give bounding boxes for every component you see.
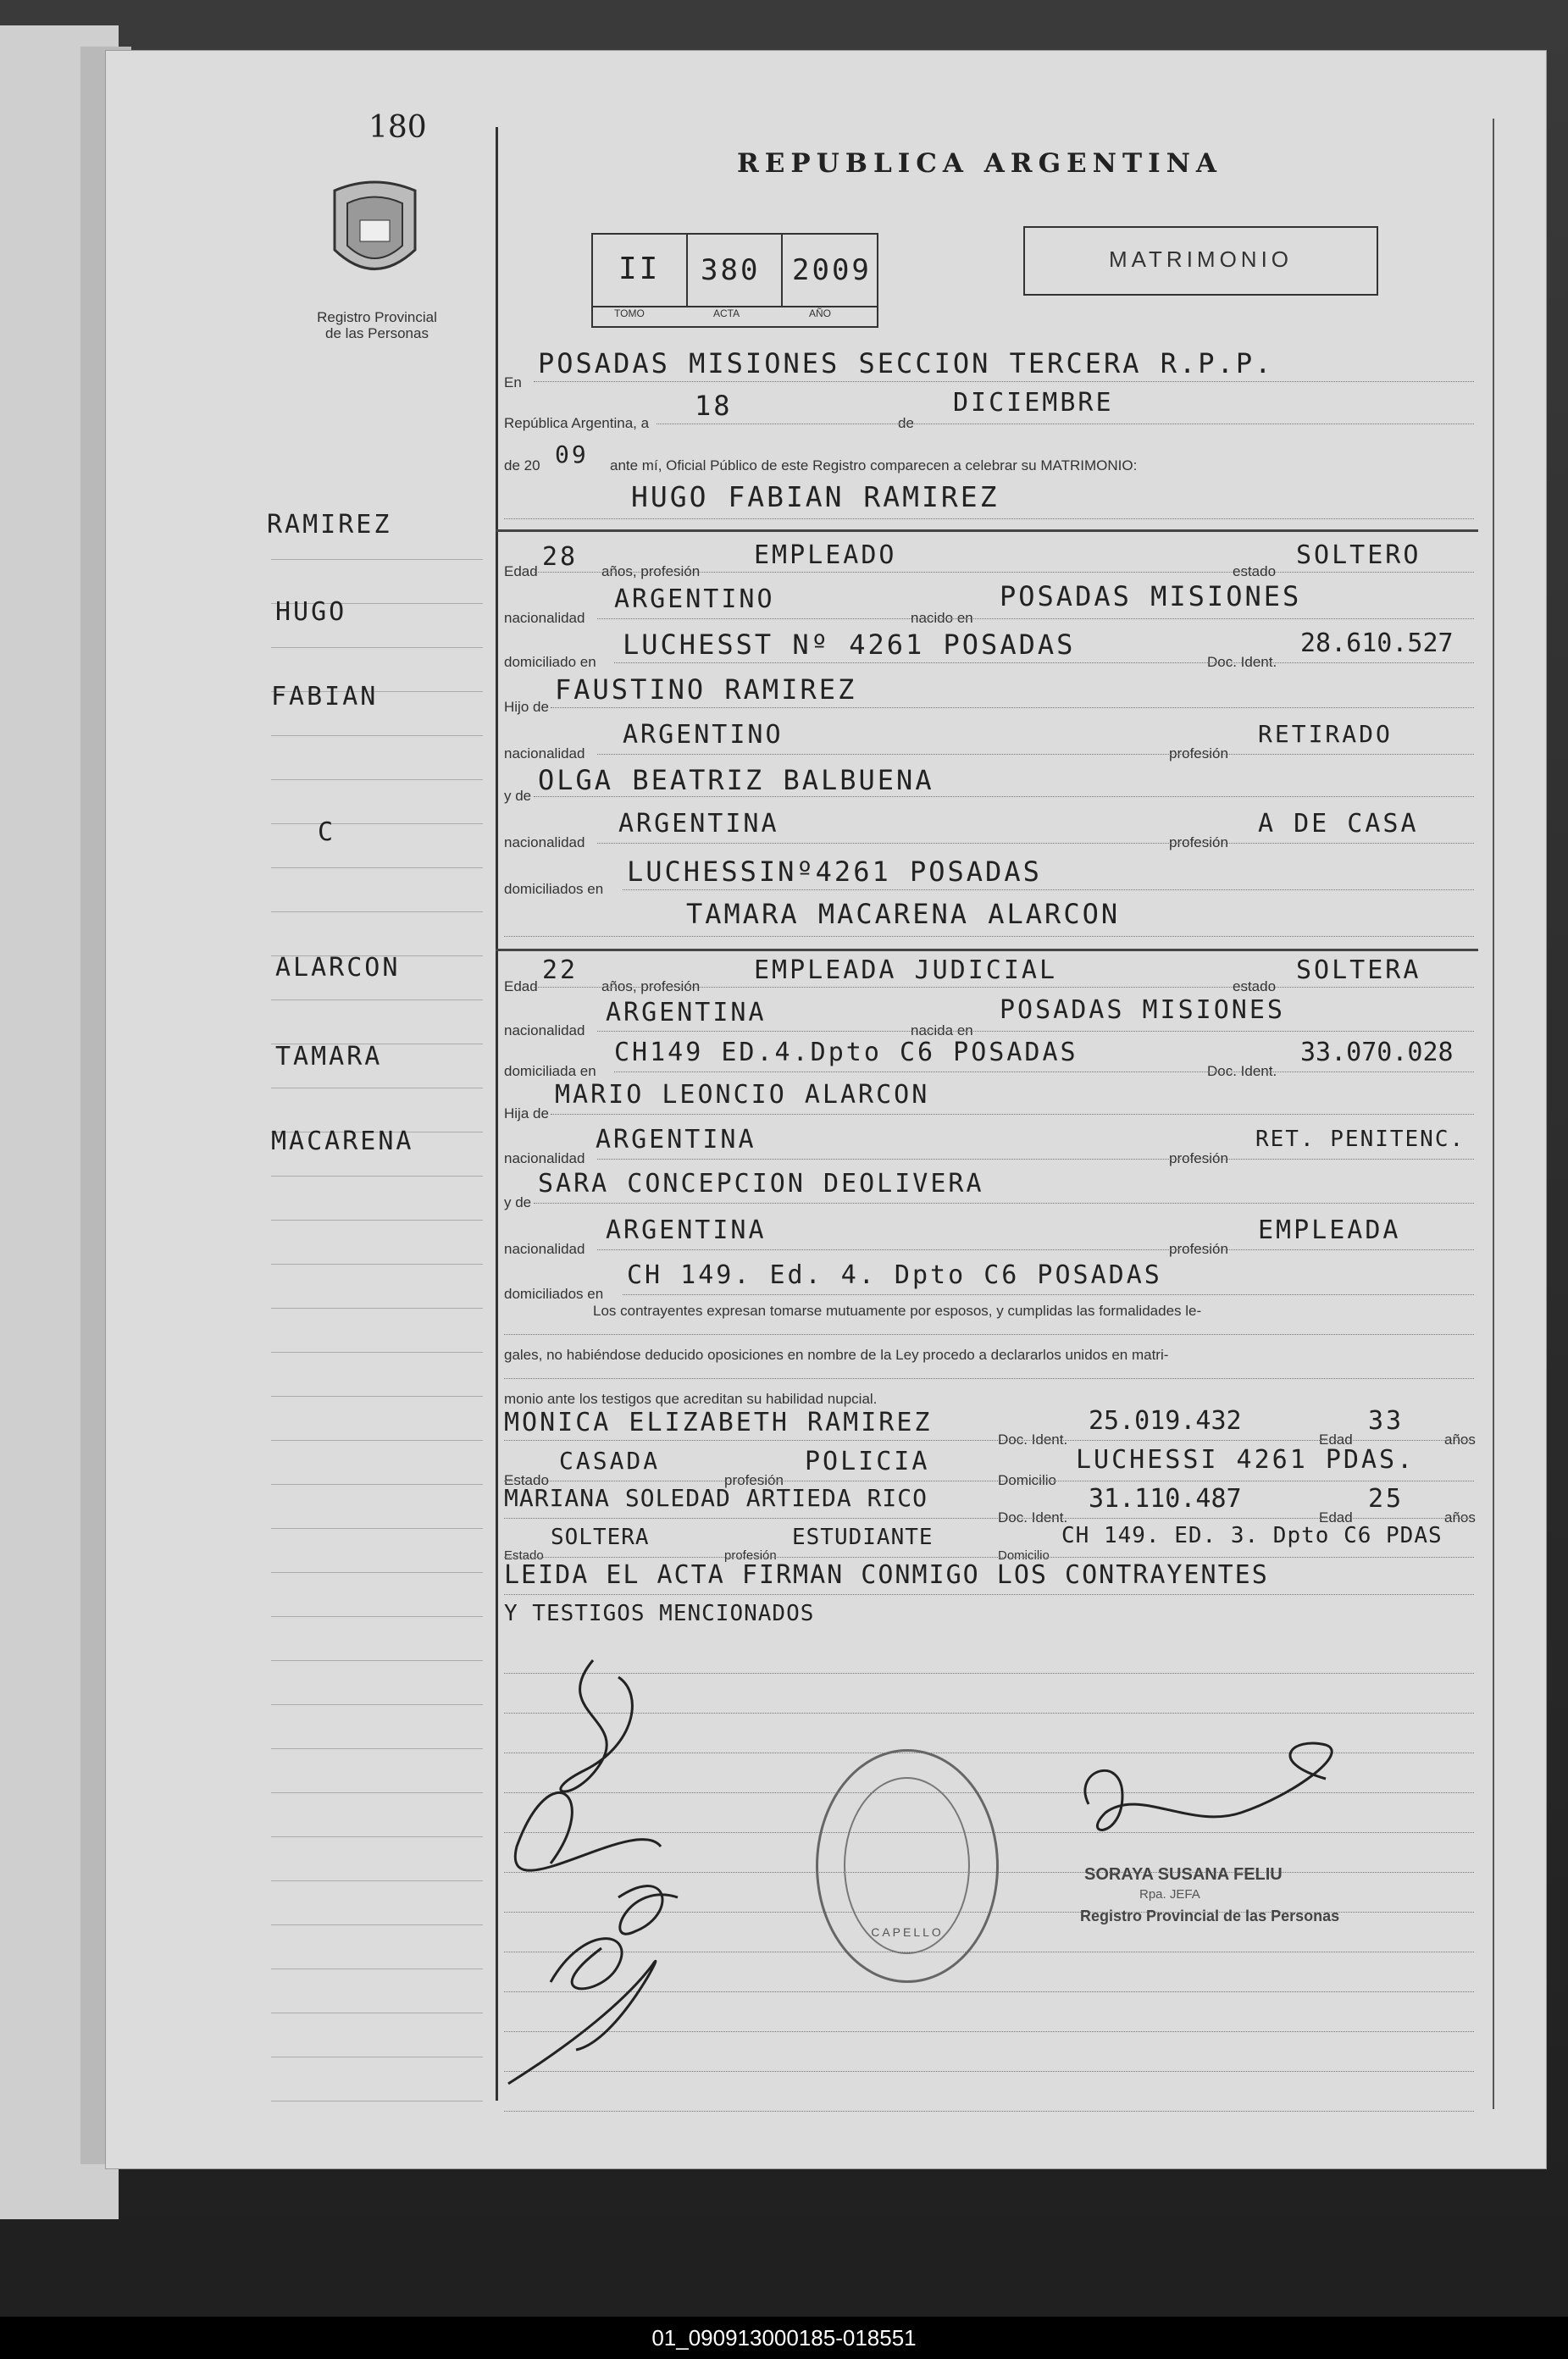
scan-footer-id: 01_090913000185-018551: [0, 2317, 1568, 2359]
groom-doc: 28.610.527: [1300, 629, 1454, 658]
groom-nac-label: nacionalidad: [504, 610, 585, 626]
witness2-edad: 25: [1368, 1484, 1405, 1514]
witness2-edad-label: Edad: [1319, 1509, 1353, 1526]
bride-padre-prof-label: profesión: [1169, 1150, 1228, 1166]
witness2-estado-label: Estado: [504, 1548, 544, 1563]
republica-label: República Argentina, a: [504, 415, 650, 431]
margin-rule-line: [271, 1352, 483, 1353]
witness2-name: MARIANA SOLEDAD ARTIEDA RICO: [504, 1484, 928, 1512]
groom-full-name: HUGO FABIAN RAMIREZ: [631, 480, 1000, 513]
margin-rule-line: [271, 1704, 483, 1705]
provincial-seal-icon: [326, 174, 424, 288]
bride-padre-label: Hija de: [504, 1105, 549, 1121]
witness1-profesion-label: profesión: [724, 1472, 784, 1488]
bride-padres-dom-label: domiciliados en: [504, 1286, 604, 1302]
margin-rule-line: [271, 1220, 483, 1221]
bride-estado-label: estado: [1233, 978, 1277, 994]
witness1-name: MONICA ELIZABETH RAMIREZ: [504, 1408, 933, 1437]
groom-estado: SOLTERO: [1296, 540, 1421, 570]
country-title: REPUBLICA ARGENTINA: [737, 148, 1222, 179]
witness2-domicilio: CH 149. ED. 3. Dpto C6 PDAS: [1061, 1523, 1443, 1548]
margin-rule-line: [271, 1264, 483, 1265]
margin-rule-line: [271, 1748, 483, 1749]
de-label: de: [898, 415, 914, 431]
margin-name-macarena: MACARENA: [271, 1127, 414, 1156]
groom-dom-label: domiciliado en: [504, 654, 596, 670]
witness1-doc: 25.019.432: [1089, 1406, 1242, 1436]
bride-edad: 22: [542, 955, 579, 985]
margin-rule-line: [271, 1176, 483, 1177]
act-reference-box: [591, 233, 878, 328]
groom-profesion-label: años, profesión: [601, 563, 701, 579]
bride-nacida-en: POSADAS MISIONES: [1000, 995, 1285, 1025]
bride-padre-prof: RET. PENITENC.: [1255, 1127, 1465, 1152]
margin-rule-line: [271, 2101, 483, 2102]
margin-rule-line: [271, 823, 483, 824]
bride-full-name: TAMARA MACARENA ALARCON: [686, 898, 1121, 930]
witness1-estado-label: Estado: [504, 1472, 549, 1488]
official-title: Rpa. JEFA: [1139, 1887, 1200, 1902]
year-prefix: de 20: [504, 457, 540, 473]
witness1-edad-label: Edad: [1319, 1431, 1353, 1448]
bride-nac-label: nacionalidad: [504, 1022, 585, 1038]
bride-doc: 33.070.028: [1300, 1038, 1454, 1067]
margin-rule-line: [271, 1572, 483, 1573]
margin-rule-line: [271, 1792, 483, 1793]
margin-rule-line: [271, 1308, 483, 1309]
margin-name-tamara: TAMARA: [275, 1042, 383, 1072]
bride-profesion-label: años, profesión: [601, 978, 701, 994]
witness1-domicilio-label: Domicilio: [998, 1472, 1056, 1488]
margin-name-hugo: HUGO: [275, 597, 347, 627]
margin-rule-line: [271, 1924, 483, 1925]
groom-nacido-en: POSADAS MISIONES: [1000, 580, 1302, 612]
acta-value: 380: [701, 253, 761, 287]
act-type-box: [1023, 226, 1378, 296]
margin-rule-line: [271, 911, 483, 912]
groom-edad: 28: [542, 542, 579, 572]
witness1-estado: CASADA: [559, 1447, 661, 1475]
bride-nacida-label: nacida en: [911, 1022, 973, 1038]
bride-profesion: EMPLEADA JUDICIAL: [754, 955, 1058, 985]
closing-line-1: LEIDA EL ACTA FIRMAN CONMIGO LOS CONTRAYENTES: [504, 1560, 1269, 1590]
formal-text-3: monio ante los testigos que acreditan su habilidad nupcial.: [504, 1391, 878, 1407]
bride-doc-label: Doc. Ident.: [1207, 1063, 1277, 1079]
witness2-doc-label: Doc. Ident.: [998, 1509, 1068, 1526]
place: POSADAS MISIONES SECCION TERCERA R.P.P.: [538, 347, 1274, 379]
contrayentes-signatures: [500, 1643, 754, 2101]
lower-rule-line: [504, 2111, 1474, 2112]
groom-padre-prof: RETIRADO: [1258, 720, 1393, 748]
groom-padre-prof-label: profesión: [1169, 745, 1228, 761]
groom-padre-label: Hijo de: [504, 699, 549, 715]
act-type: MATRIMONIO: [1108, 246, 1294, 272]
bride-madre-label: y de: [504, 1194, 532, 1210]
bride-padre-nac-label: nacionalidad: [504, 1150, 585, 1166]
witness2-anos-label: años: [1444, 1509, 1476, 1526]
bride-dom-label: domiciliada en: [504, 1063, 596, 1079]
groom-madre-prof: A DE CASA: [1258, 809, 1419, 839]
witness1-domicilio: LUCHESSI 4261 PDAS.: [1076, 1445, 1416, 1475]
bride-madre: SARA CONCEPCION DEOLIVERA: [538, 1169, 984, 1199]
witness1-edad: 33: [1368, 1406, 1405, 1436]
groom-doc-label: Doc. Ident.: [1207, 654, 1277, 670]
margin-rule-line: [271, 1484, 483, 1485]
formal-text-1: Los contrayentes expresan tomarse mutuamente por esposos, y cumplidas las formalidades le-: [593, 1303, 1202, 1319]
year-suffix: 09: [555, 440, 589, 468]
margin-rule-line: [271, 867, 483, 868]
acta-label: ACTA: [713, 307, 740, 319]
margin-rule-line: [271, 1836, 483, 1837]
official-stamp: [816, 1749, 999, 1983]
groom-estado-label: estado: [1233, 563, 1277, 579]
margin-name-fabian: FABIAN: [271, 682, 379, 712]
margin-divider: [496, 127, 498, 2101]
groom-profesion: EMPLEADO: [754, 540, 897, 570]
margin-rule-line: [271, 1616, 483, 1617]
tomo-value: II: [618, 252, 661, 286]
groom-nacido-label: nacido en: [911, 610, 973, 626]
bride-padre: MARIO LEONCIO ALARCON: [555, 1080, 930, 1110]
groom-edad-label: Edad: [504, 563, 538, 579]
day: 18: [695, 390, 733, 422]
margin-rule-line: [271, 779, 483, 780]
margin-rule-line: [271, 735, 483, 736]
groom-padre-nac-label: nacionalidad: [504, 745, 585, 761]
certificate-page: [106, 51, 1546, 2168]
registry-name: Registro Provincial de las Personas: [317, 309, 437, 341]
margin-surname-bride: ALARCON: [275, 953, 401, 983]
groom-madre-label: y de: [504, 788, 532, 804]
declaration-text: ante mí, Oficial Público de este Registro comparecen a celebrar su MATRIMONIO:: [610, 457, 1138, 473]
bride-nacionalidad: ARGENTINA: [606, 998, 767, 1027]
groom-domicilio: LUCHESST Nº 4261 POSADAS: [623, 629, 1076, 661]
groom-madre-prof-label: profesión: [1169, 834, 1228, 850]
margin-rule-line: [271, 1396, 483, 1397]
anio-label: AÑO: [809, 307, 832, 319]
bride-domicilio: CH149 ED.4.Dpto C6 POSADAS: [614, 1038, 1078, 1067]
margin-rule-line: [271, 1440, 483, 1441]
official-office: Registro Provincial de las Personas: [1080, 1908, 1340, 1924]
bride-madre-nac: ARGENTINA: [606, 1215, 767, 1245]
groom-nacionalidad: ARGENTINO: [614, 584, 775, 614]
bride-estado: SOLTERA: [1296, 955, 1421, 985]
bride-padre-nac: ARGENTINA: [596, 1125, 756, 1155]
groom-padre: FAUSTINO RAMIREZ: [555, 673, 857, 706]
bride-madre-prof-label: profesión: [1169, 1241, 1228, 1257]
en-label: En: [504, 374, 522, 390]
witness2-estado: SOLTERA: [551, 1525, 650, 1550]
closing-line-2: Y TESTIGOS MENCIONADOS: [504, 1601, 815, 1626]
margin-rule-line: [271, 1880, 483, 1881]
margin-conjunction: C: [318, 817, 336, 847]
page-number: 180: [368, 110, 427, 145]
bride-madre-nac-label: nacionalidad: [504, 1241, 585, 1257]
anio-value: 2009: [792, 253, 872, 287]
witness2-profesion-label: profesión: [724, 1548, 777, 1563]
stamp-text: CAPELLO: [871, 1925, 944, 1939]
groom-madre-nac: ARGENTINA: [618, 809, 779, 839]
groom-padres-dom-label: domiciliados en: [504, 881, 604, 897]
formal-text-2: gales, no habiéndose deducido oposiciones en nombre de la Ley procedo a declararlos unidos en matri-: [504, 1347, 1169, 1363]
witness1-profesion: POLICIA: [805, 1447, 930, 1476]
groom-padre-nac: ARGENTINO: [623, 720, 784, 750]
margin-rule-line: [271, 559, 483, 560]
groom-madre: OLGA BEATRIZ BALBUENA: [538, 764, 934, 796]
bride-padres-dom: CH 149. Ed. 4. Dpto C6 POSADAS: [627, 1260, 1162, 1290]
bride-madre-prof: EMPLEADA: [1258, 1215, 1401, 1245]
groom-madre-nac-label: nacionalidad: [504, 834, 585, 850]
witness1-anos-label: años: [1444, 1431, 1476, 1448]
witness1-doc-label: Doc. Ident.: [998, 1431, 1068, 1448]
groom-padres-dom: LUCHESSINº4261 POSADAS: [627, 856, 1042, 888]
margin-rule-line: [271, 647, 483, 648]
margin-surname-groom: RAMIREZ: [267, 510, 392, 540]
official-signature: [1072, 1736, 1393, 1880]
witness2-profesion: ESTUDIANTE: [792, 1525, 934, 1550]
month: DICIEMBRE: [953, 388, 1114, 418]
witness2-domicilio-label: Domicilio: [998, 1548, 1050, 1563]
margin-rule-line: [271, 1660, 483, 1661]
tomo-label: TOMO: [614, 307, 645, 319]
bride-edad-label: Edad: [504, 978, 538, 994]
witness2-doc: 31.110.487: [1089, 1484, 1242, 1514]
margin-rule-line: [271, 1528, 483, 1529]
right-border: [1493, 119, 1494, 2109]
official-name: SORAYA SUSANA FELIU: [1084, 1865, 1283, 1884]
